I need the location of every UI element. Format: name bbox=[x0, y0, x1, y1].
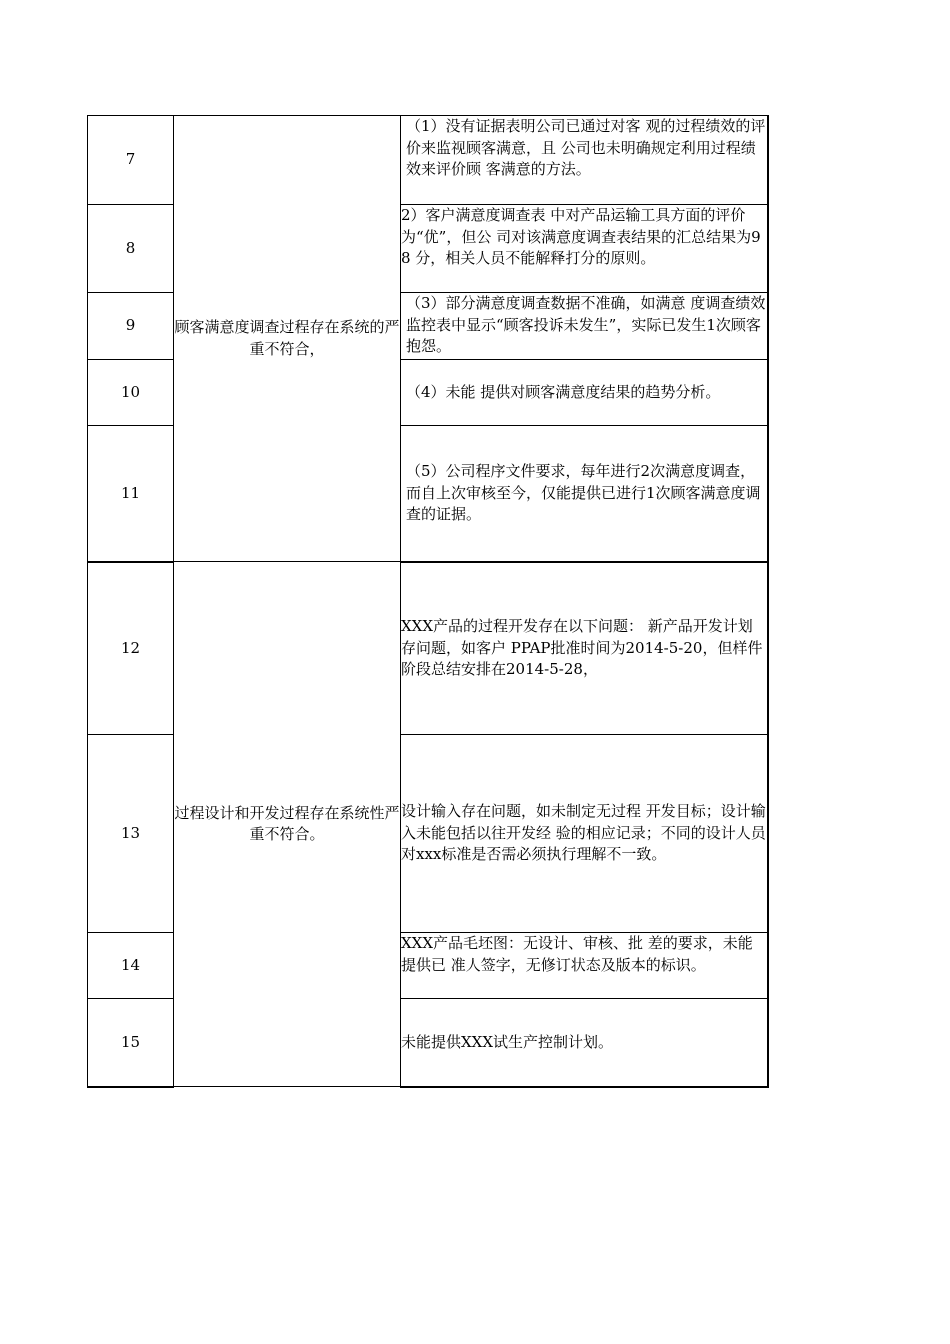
finding-cell: XXX产品的过程开发存在以下问题： 新产品开发计划存问题，如客户 PPAP批准时间为2014-5-20，但样件阶段总结安排在2014-5-28， bbox=[401, 562, 768, 735]
row-number: 11 bbox=[88, 426, 174, 562]
finding-cell: （5）公司程序文件要求，每年进行2次满意度调查，而自上次审核至今，仅能提供已进行1次顾客满意度调查的证据。 bbox=[401, 426, 768, 562]
finding-cell: 设计输入存在问题，如未制定无过程 开发目标；设计输入未能包括以往开发经 验的相应记录；不同的设计人员对xxx标准是否需必须执行理解不一致。 bbox=[401, 735, 768, 933]
row-number: 13 bbox=[88, 735, 174, 933]
row-number: 8 bbox=[88, 205, 174, 293]
row-number: 14 bbox=[88, 933, 174, 999]
row-number: 15 bbox=[88, 999, 174, 1087]
nonconformity-table bbox=[87, 115, 769, 1088]
table-row bbox=[88, 116, 768, 205]
finding-cell: 未能提供XXX试生产控制计划。 bbox=[401, 999, 768, 1087]
row-number: 12 bbox=[88, 562, 174, 735]
category-cell: 过程设计和开发过程存在系统性严重不符合。 bbox=[174, 562, 401, 1087]
table-row bbox=[88, 562, 768, 735]
finding-cell: （3）部分满意度调查数据不准确，如满意 度调查绩效监控表中显示“顾客投诉未发生”，实际已发生1次顾客抱怨。 bbox=[401, 293, 768, 360]
row-number: 7 bbox=[88, 116, 174, 205]
finding-cell: 2）客户满意度调查表 中对产品运输工具方面的评价为“优”，但公 司对该满意度调查表结果的汇总结果为98 分，相关人员不能解释打分的原则。 bbox=[401, 205, 768, 293]
finding-cell: （1）没有证据表明公司已通过对客 观的过程绩效的评价来监视顾客满意，且 公司也未明确规定利用过程绩效来评价顾 客满意的方法。 bbox=[401, 116, 768, 205]
finding-cell: XXX产品毛坯图：无设计、审核、批 差的要求，未能提供已 准人签字，无修订状态及版本的标识。 bbox=[401, 933, 768, 999]
row-number: 9 bbox=[88, 293, 174, 360]
category-cell: 顾客满意度调查过程存在系统的严重不符合， bbox=[174, 116, 401, 562]
finding-cell: （4）未能 提供对顾客满意度结果的趋势分析。 bbox=[401, 360, 768, 426]
row-number: 10 bbox=[88, 360, 174, 426]
